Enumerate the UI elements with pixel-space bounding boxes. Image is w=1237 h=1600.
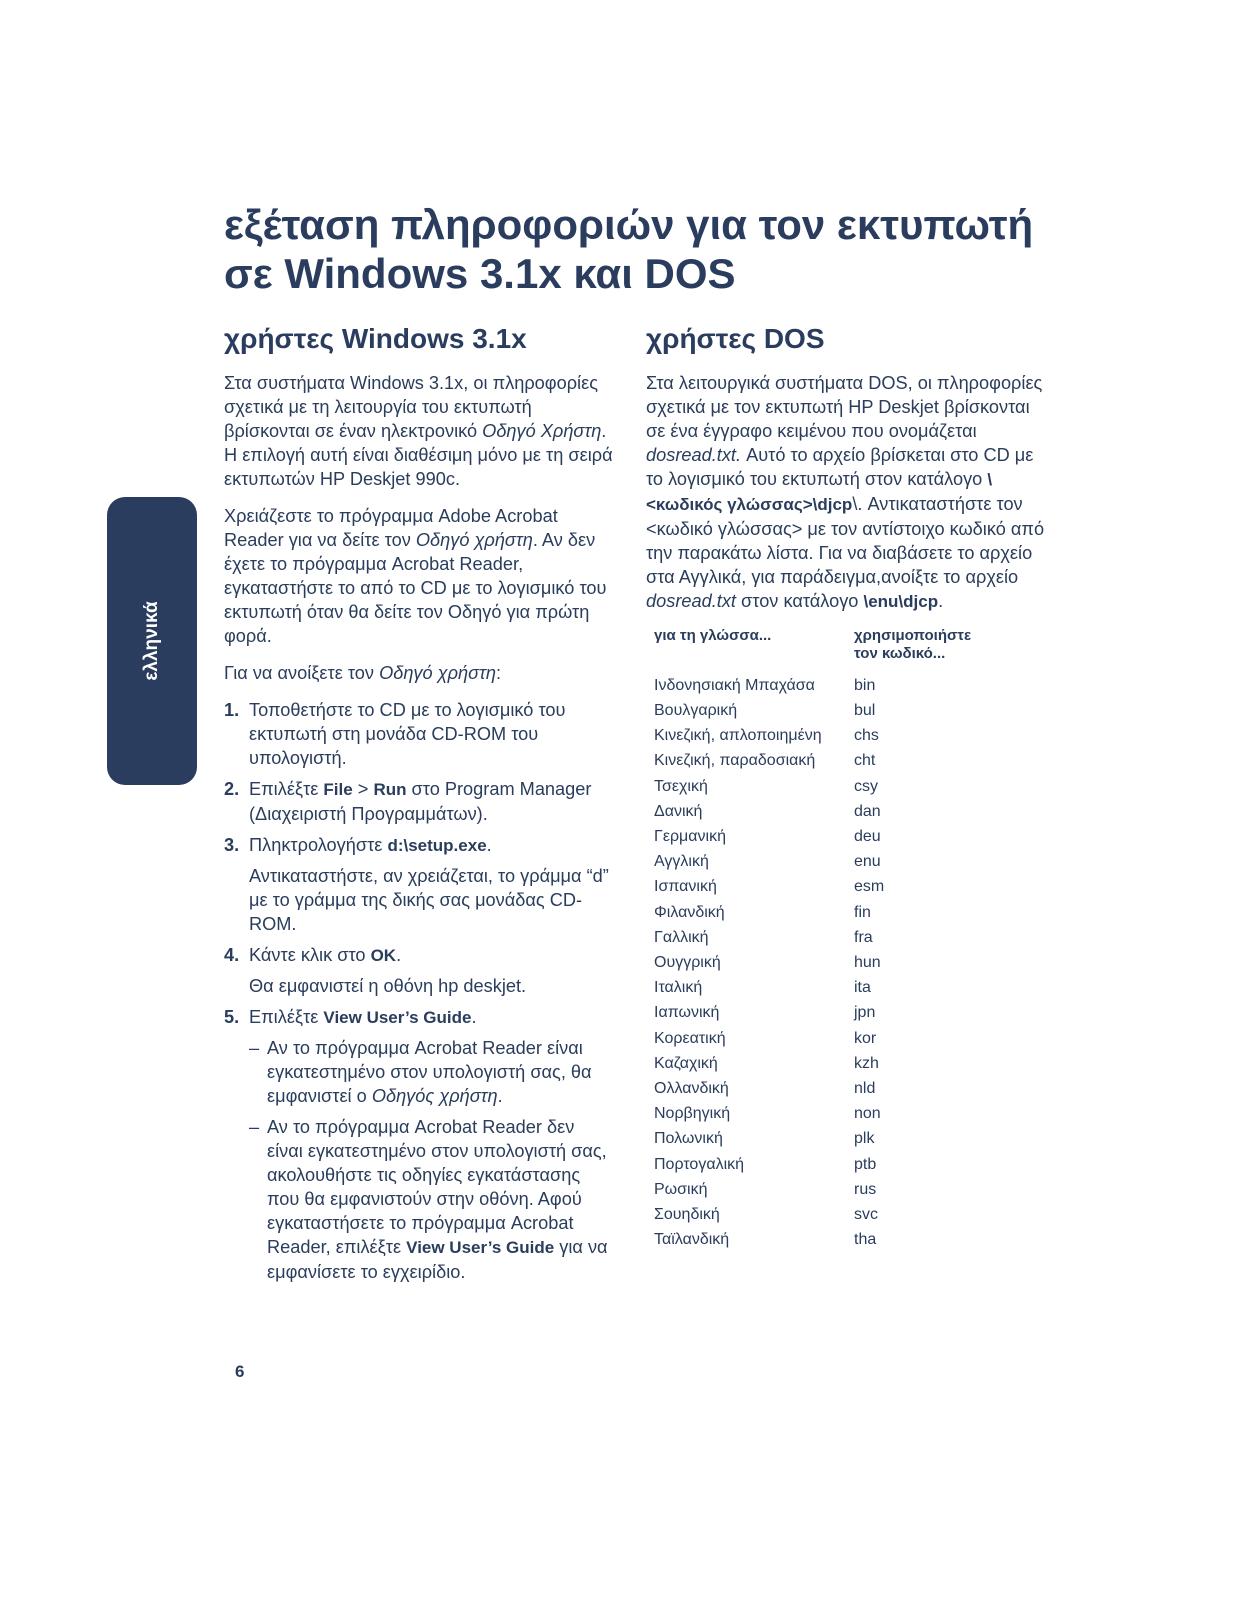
step-text: Επιλέξτε xyxy=(249,1006,324,1027)
table-row xyxy=(654,950,987,975)
text-run: Στα συστήματα Windows 3.1x, οι πληροφορίες σχετικά με τη λειτουργία του εκτυπωτή βρίσκονται σε έναν ηλεκτρονικό xyxy=(224,372,598,441)
language-code-cell: ita xyxy=(854,979,871,997)
text-run: \. Αντικαταστήστε τον <κωδικό γλώσσας> με τον αντίστοιχο κωδικό από την παρακάτω λίστα. Για να διαβάσετε το αρχείο στα Αγγλικά, για παράδειγμα,ανοίξτε το αρχείο xyxy=(646,493,1045,587)
table-row xyxy=(654,1076,987,1101)
acrobat-paragraph xyxy=(224,504,614,648)
header-line: χρησιμοποιήστε xyxy=(854,626,972,644)
language-name-cell: Κορεατική xyxy=(654,1029,726,1047)
language-name-cell: Τσεχική xyxy=(654,777,708,795)
language-code-cell: enu xyxy=(854,853,881,871)
language-code-cell: deu xyxy=(854,828,881,846)
language-name-cell: Ολλανδική xyxy=(654,1080,729,1098)
table-row xyxy=(654,1000,987,1025)
menu-label-file: File xyxy=(323,779,353,799)
dash-marker: – xyxy=(249,1116,260,1137)
language-side-tab xyxy=(107,497,197,785)
language-code-cell: non xyxy=(854,1105,881,1123)
language-code-cell: cht xyxy=(854,752,876,770)
text-run: Για να ανοίξετε τον xyxy=(224,662,380,683)
step-text: . xyxy=(486,834,492,855)
language-name-cell: Γαλλική xyxy=(654,928,709,946)
steps-list xyxy=(224,698,614,1284)
text-run: . Η επιλογή αυτή είναι διαθέσιμη μόνο με τη σειρά εκτυπωτών HP Deskjet 990c. xyxy=(224,420,613,489)
language-name-cell: Ταϊλανδική xyxy=(654,1231,730,1249)
step-text: . xyxy=(396,944,402,965)
text-run: στον κατάλογο xyxy=(735,590,864,611)
table-row xyxy=(654,849,987,874)
text-run: . xyxy=(938,590,944,611)
bullet-text: . xyxy=(497,1085,503,1106)
windows-intro-paragraph xyxy=(224,371,614,491)
language-name-cell: Φιλανδική xyxy=(654,903,725,921)
step-item xyxy=(224,943,614,998)
language-name-cell: Καζαχική xyxy=(654,1054,718,1072)
language-name-cell: Πορτογαλική xyxy=(654,1155,745,1173)
step-text: Πληκτρολογήστε xyxy=(249,834,388,855)
bullet-text: για να εμφανίσετε το εγχειρίδιο. xyxy=(267,1236,608,1282)
language-name-cell: Δανική xyxy=(654,802,703,820)
step-item xyxy=(224,777,614,826)
step-number: 4. xyxy=(224,944,240,965)
language-code-cell: esm xyxy=(854,878,885,896)
ok-label: OK xyxy=(370,945,397,965)
step-text: . xyxy=(471,1006,477,1027)
language-code-cell: rus xyxy=(854,1180,877,1198)
open-guide-paragraph xyxy=(224,661,614,685)
language-code-cell: kor xyxy=(854,1029,877,1047)
step-number: 5. xyxy=(224,1006,240,1027)
bullet-text: Αν το πρόγραμμα Acrobat Reader δεν είναι εγκατεστημένο στον υπολογιστή σας, ακολουθήστε τις οδηγίες εγκατάστασης που θα εμφανιστούν στην οθόνη. Αφού εγκαταστήσετε το πρόγραμμα Acrobat Reader, επιλέξτε xyxy=(267,1116,607,1257)
filename-text: dosread.txt xyxy=(646,590,736,611)
language-code-cell: dan xyxy=(854,802,881,820)
language-name-cell: Αγγλική xyxy=(654,853,709,871)
table-row xyxy=(654,799,987,824)
language-code-cell: kzh xyxy=(854,1054,879,1072)
step-text: στο Program Manager (Διαχειριστή Προγραμμάτων). xyxy=(249,778,592,824)
step-text: > xyxy=(352,778,374,799)
menu-label-run: Run xyxy=(373,779,407,799)
language-name-cell: Ρωσική xyxy=(654,1180,708,1198)
text-run: Στα λειτουργικά συστήματα DOS, οι πληροφορίες σχετικά με τον εκτυπωτή HP Deskjet βρίσκονται σε ένα έγγραφο κειμένου που ονομάζεται xyxy=(646,372,1043,441)
language-code-cell: bin xyxy=(854,676,876,694)
sub-bullet-item xyxy=(249,1115,614,1284)
table-row xyxy=(654,1101,987,1126)
language-code-cell: tha xyxy=(854,1231,877,1249)
column-header-code xyxy=(854,627,987,673)
text-run: . Αν δεν έχετε το πρόγραμμα Acrobat Reader, εγκαταστήστε το από το CD με το λογισμικό του εκτυπωτή όταν θα δείτε τον Οδηγό για πρώτη φορά. xyxy=(224,529,607,646)
text-run: : xyxy=(496,662,502,683)
table-row xyxy=(654,1227,987,1252)
step-text: Κάντε κλικ στο xyxy=(249,944,371,965)
column-header-language: για τη γλώσσα... xyxy=(654,626,772,644)
page-title xyxy=(224,200,1124,298)
step-text: Τοποθετήστε το CD με το λογισμικό του εκτυπωτή στη μονάδα CD-ROM του υπολογιστή. xyxy=(249,699,566,768)
language-code-cell: hun xyxy=(854,954,881,972)
language-name-cell: Σουηδική xyxy=(654,1206,720,1224)
sub-bullet-list xyxy=(249,1036,614,1284)
table-row xyxy=(654,975,987,1000)
step-number: 3. xyxy=(224,834,240,855)
language-code-cell: svc xyxy=(854,1206,878,1224)
directory-path: \enu\djcp xyxy=(863,591,939,611)
page-number: 6 xyxy=(235,1362,245,1381)
step-item xyxy=(224,833,614,936)
view-guide-label: View User’s Guide xyxy=(323,1007,472,1027)
text-run: Χρειάζεστε το πρόγραμμα Adobe Acrobat Reader για να δείτε τον xyxy=(224,505,558,550)
step-number: 1. xyxy=(224,699,240,720)
language-code-cell: chs xyxy=(854,727,879,745)
table-row xyxy=(654,673,987,698)
language-name-cell: Ιταλική xyxy=(654,979,703,997)
language-name-cell: Νορβηγική xyxy=(654,1105,731,1123)
text-run-italic: Οδηγό Χρήστη xyxy=(482,420,602,441)
language-name-cell: Ιαπωνική xyxy=(654,1004,720,1022)
step-text: Επιλέξτε xyxy=(249,778,324,799)
table-row xyxy=(654,698,987,723)
table-row xyxy=(654,748,987,773)
table-row xyxy=(654,900,987,925)
table-row xyxy=(654,1051,987,1076)
language-name-cell: Ισπανική xyxy=(654,878,717,896)
step-number: 2. xyxy=(224,778,240,799)
table-row xyxy=(654,1126,987,1151)
step-item xyxy=(224,1005,614,1284)
table-row xyxy=(654,874,987,899)
language-name-cell: Πολωνική xyxy=(654,1130,723,1148)
language-code-cell: nld xyxy=(854,1080,876,1098)
windows-section-heading: χρήστες Windows 3.1x xyxy=(224,323,527,354)
command-text: d:\setup.exe xyxy=(387,835,487,855)
step-note: Θα εμφανιστεί η οθόνη hp deskjet. xyxy=(249,975,527,996)
table-row xyxy=(654,824,987,849)
bullet-text-italic: Οδηγός χρήστη xyxy=(371,1085,498,1106)
table-row xyxy=(654,1026,987,1051)
table-row xyxy=(654,1152,987,1177)
language-code-cell: plk xyxy=(854,1130,875,1148)
language-name-cell: Ινδονησιακή Μπαχάσα xyxy=(654,676,815,694)
sub-bullet-item xyxy=(249,1036,614,1108)
dos-section xyxy=(646,324,1046,1252)
language-code-cell: fra xyxy=(854,928,873,946)
table-row xyxy=(654,1177,987,1202)
language-name-cell: Κινεζική, απλοποιημένη xyxy=(654,727,822,745)
step-item xyxy=(224,698,614,770)
text-run: Αυτό το αρχείο βρίσκεται στο CD με το λογισμικό του εκτυπωτή στον κατάλογο xyxy=(646,444,1034,489)
bullet-text: Αν το πρόγραμμα Acrobat Reader είναι εγκατεστημένο στον υπολογιστή σας, θα εμφανιστεί ο xyxy=(267,1037,592,1106)
table-header-row xyxy=(654,627,987,673)
text-run-italic: Οδηγό χρήστη xyxy=(379,662,496,683)
dos-intro-paragraph xyxy=(646,371,1046,614)
language-name-cell: Ουγγρική xyxy=(654,954,721,972)
view-guide-label: View User’s Guide xyxy=(406,1237,555,1257)
language-name-cell: Βουλγαρική xyxy=(654,702,738,719)
table-row xyxy=(654,774,987,799)
language-code-cell: ptb xyxy=(854,1155,877,1173)
language-name-cell: Γερμανική xyxy=(654,828,726,846)
directory-path: \<κωδικός γλώσσας>\djcp xyxy=(646,469,993,514)
language-tab-label: ελληνικά xyxy=(141,601,162,681)
table-body xyxy=(654,673,987,1253)
language-code-cell: bul xyxy=(854,702,876,719)
windows-section xyxy=(224,324,614,1291)
language-code-table xyxy=(654,627,987,1253)
language-code-cell: csy xyxy=(854,777,878,795)
text-run-italic: Οδηγό χρήστη xyxy=(415,529,533,550)
page-title-line2: σε Windows 3.1x και DOS xyxy=(224,250,736,298)
table-row xyxy=(654,925,987,950)
step-note: Αντικαταστήστε, αν χρειάζεται, το γράμμα “d” με το γράμμα της δικής σας μονάδας CD-ROM. xyxy=(249,865,609,934)
language-code-cell: fin xyxy=(854,903,871,921)
filename-text: dosread.txt. xyxy=(646,444,742,465)
table-row xyxy=(654,723,987,748)
dos-section-heading: χρήστες DOS xyxy=(646,323,825,354)
table-row xyxy=(654,1202,987,1227)
header-line: τον κωδικό... xyxy=(854,644,946,662)
language-name-cell: Κινεζική, παραδοσιακή xyxy=(654,752,816,770)
language-code-cell: jpn xyxy=(854,1004,876,1022)
page-title-line1: εξέταση πληροφοριών για τον εκτυπωτή xyxy=(224,201,1034,248)
dash-marker: – xyxy=(249,1037,260,1058)
